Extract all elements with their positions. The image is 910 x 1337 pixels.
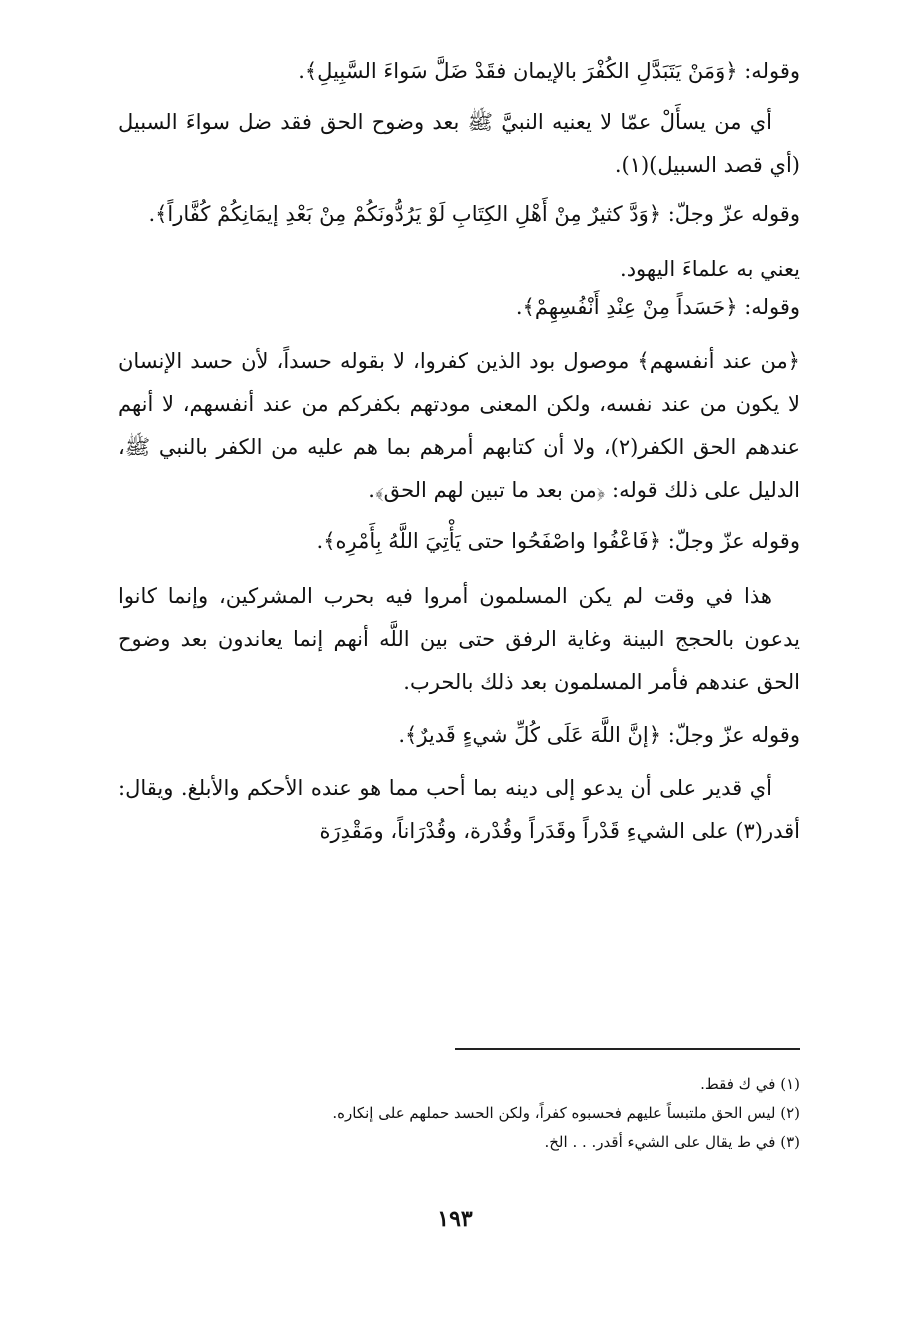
verse-paragraph: وقوله: ﴿وَمَنْ يَتَبَدَّلِ الكُفْرَ بالإيمان فقَدْ ضَلَّ سَواءَ السَّبِيلِ﴾. <box>298 59 800 83</box>
page-number: ١٩٣ <box>437 1206 473 1232</box>
footnote-divider <box>455 1048 800 1050</box>
footnote: (٣) في ط يقال على الشيء أقدر. . . الخ. <box>544 1133 800 1151</box>
verse-paragraph: وقوله: ﴿حَسَداً مِنْ عِنْدِ أَنْفُسِهِمْ﴾. <box>515 295 800 319</box>
page-body <box>118 50 800 864</box>
footnote: (٢) ليس الحق ملتبساً عليهم فحسبوه كفراً، ولكن الحسد حملهم على إنكاره. <box>332 1104 800 1122</box>
footnote: (١) في ك فقط. <box>700 1075 800 1093</box>
verse-paragraph: وقوله عزّ وجلّ: ﴿فَاعْفُوا واصْفَحُوا حتى يَأْتِيَ اللَّهُ بِأَمْرِه﴾. <box>316 529 800 553</box>
commentary-paragraph: هذا في وقت لم يكن المسلمون أمروا فيه بحرب المشركين، وإنما كانوا يدعون بالحجج البينة وغاية الرفق حتى بين اللَّه أنهم إنما يعاندون بعد وضوح الحق عندهم فأمر المسلمون بعد ذلك بالحرب. <box>118 584 800 694</box>
commentary-paragraph: يعني به علماءَ اليهود. <box>620 257 800 281</box>
verse-paragraph: وقوله عزّ وجلّ: ﴿وَدَّ كثيرٌ مِنْ أَهْلِ الكِتَابِ لَوْ يَرُدُّونَكُمْ مِنْ بَعْدِ إيمَانِكُمْ كُفَّاراً﴾. <box>148 202 800 226</box>
commentary-paragraph: ﴿من عند أنفسهم﴾ موصول بود الذين كفروا، لا بقوله حسداً، لأن حسد الإنسان لا يكون من عند نفسه، ولكن المعنى مودتهم بكفركم من عند أنفسهم، لا أنهم عندهم الحق الكفر(٢)، ولا أن كتابهم أمرهم بما هم عليه من الكفر بالنبي ﷺ، الدليل على ذلك قوله: ﴿من بعد ما تبين لهم الحق﴾. <box>118 349 800 502</box>
commentary-paragraph: أي من يسأَلْ عمّا لا يعنيه النبيَّ ﷺ بعد وضوح الحق فقد ضل سواءَ السبيل (أي قصد السبيل)(١). <box>118 110 800 177</box>
commentary-paragraph: أي قدير على أن يدعو إلى دينه بما أحب مما هو عنده الأحكم والأبلغ. ويقال: أقدر(٣) على الشيءِ قَدْراً وقَدَراً وقُدْرة، وقُدْرَاناً، ومَقْدِرَة <box>118 776 800 843</box>
footnotes <box>118 1048 800 1157</box>
verse-paragraph: وقوله عزّ وجلّ: ﴿إنَّ اللَّهَ عَلَى كُلِّ شيءٍ قَديرٌ﴾. <box>398 723 800 747</box>
